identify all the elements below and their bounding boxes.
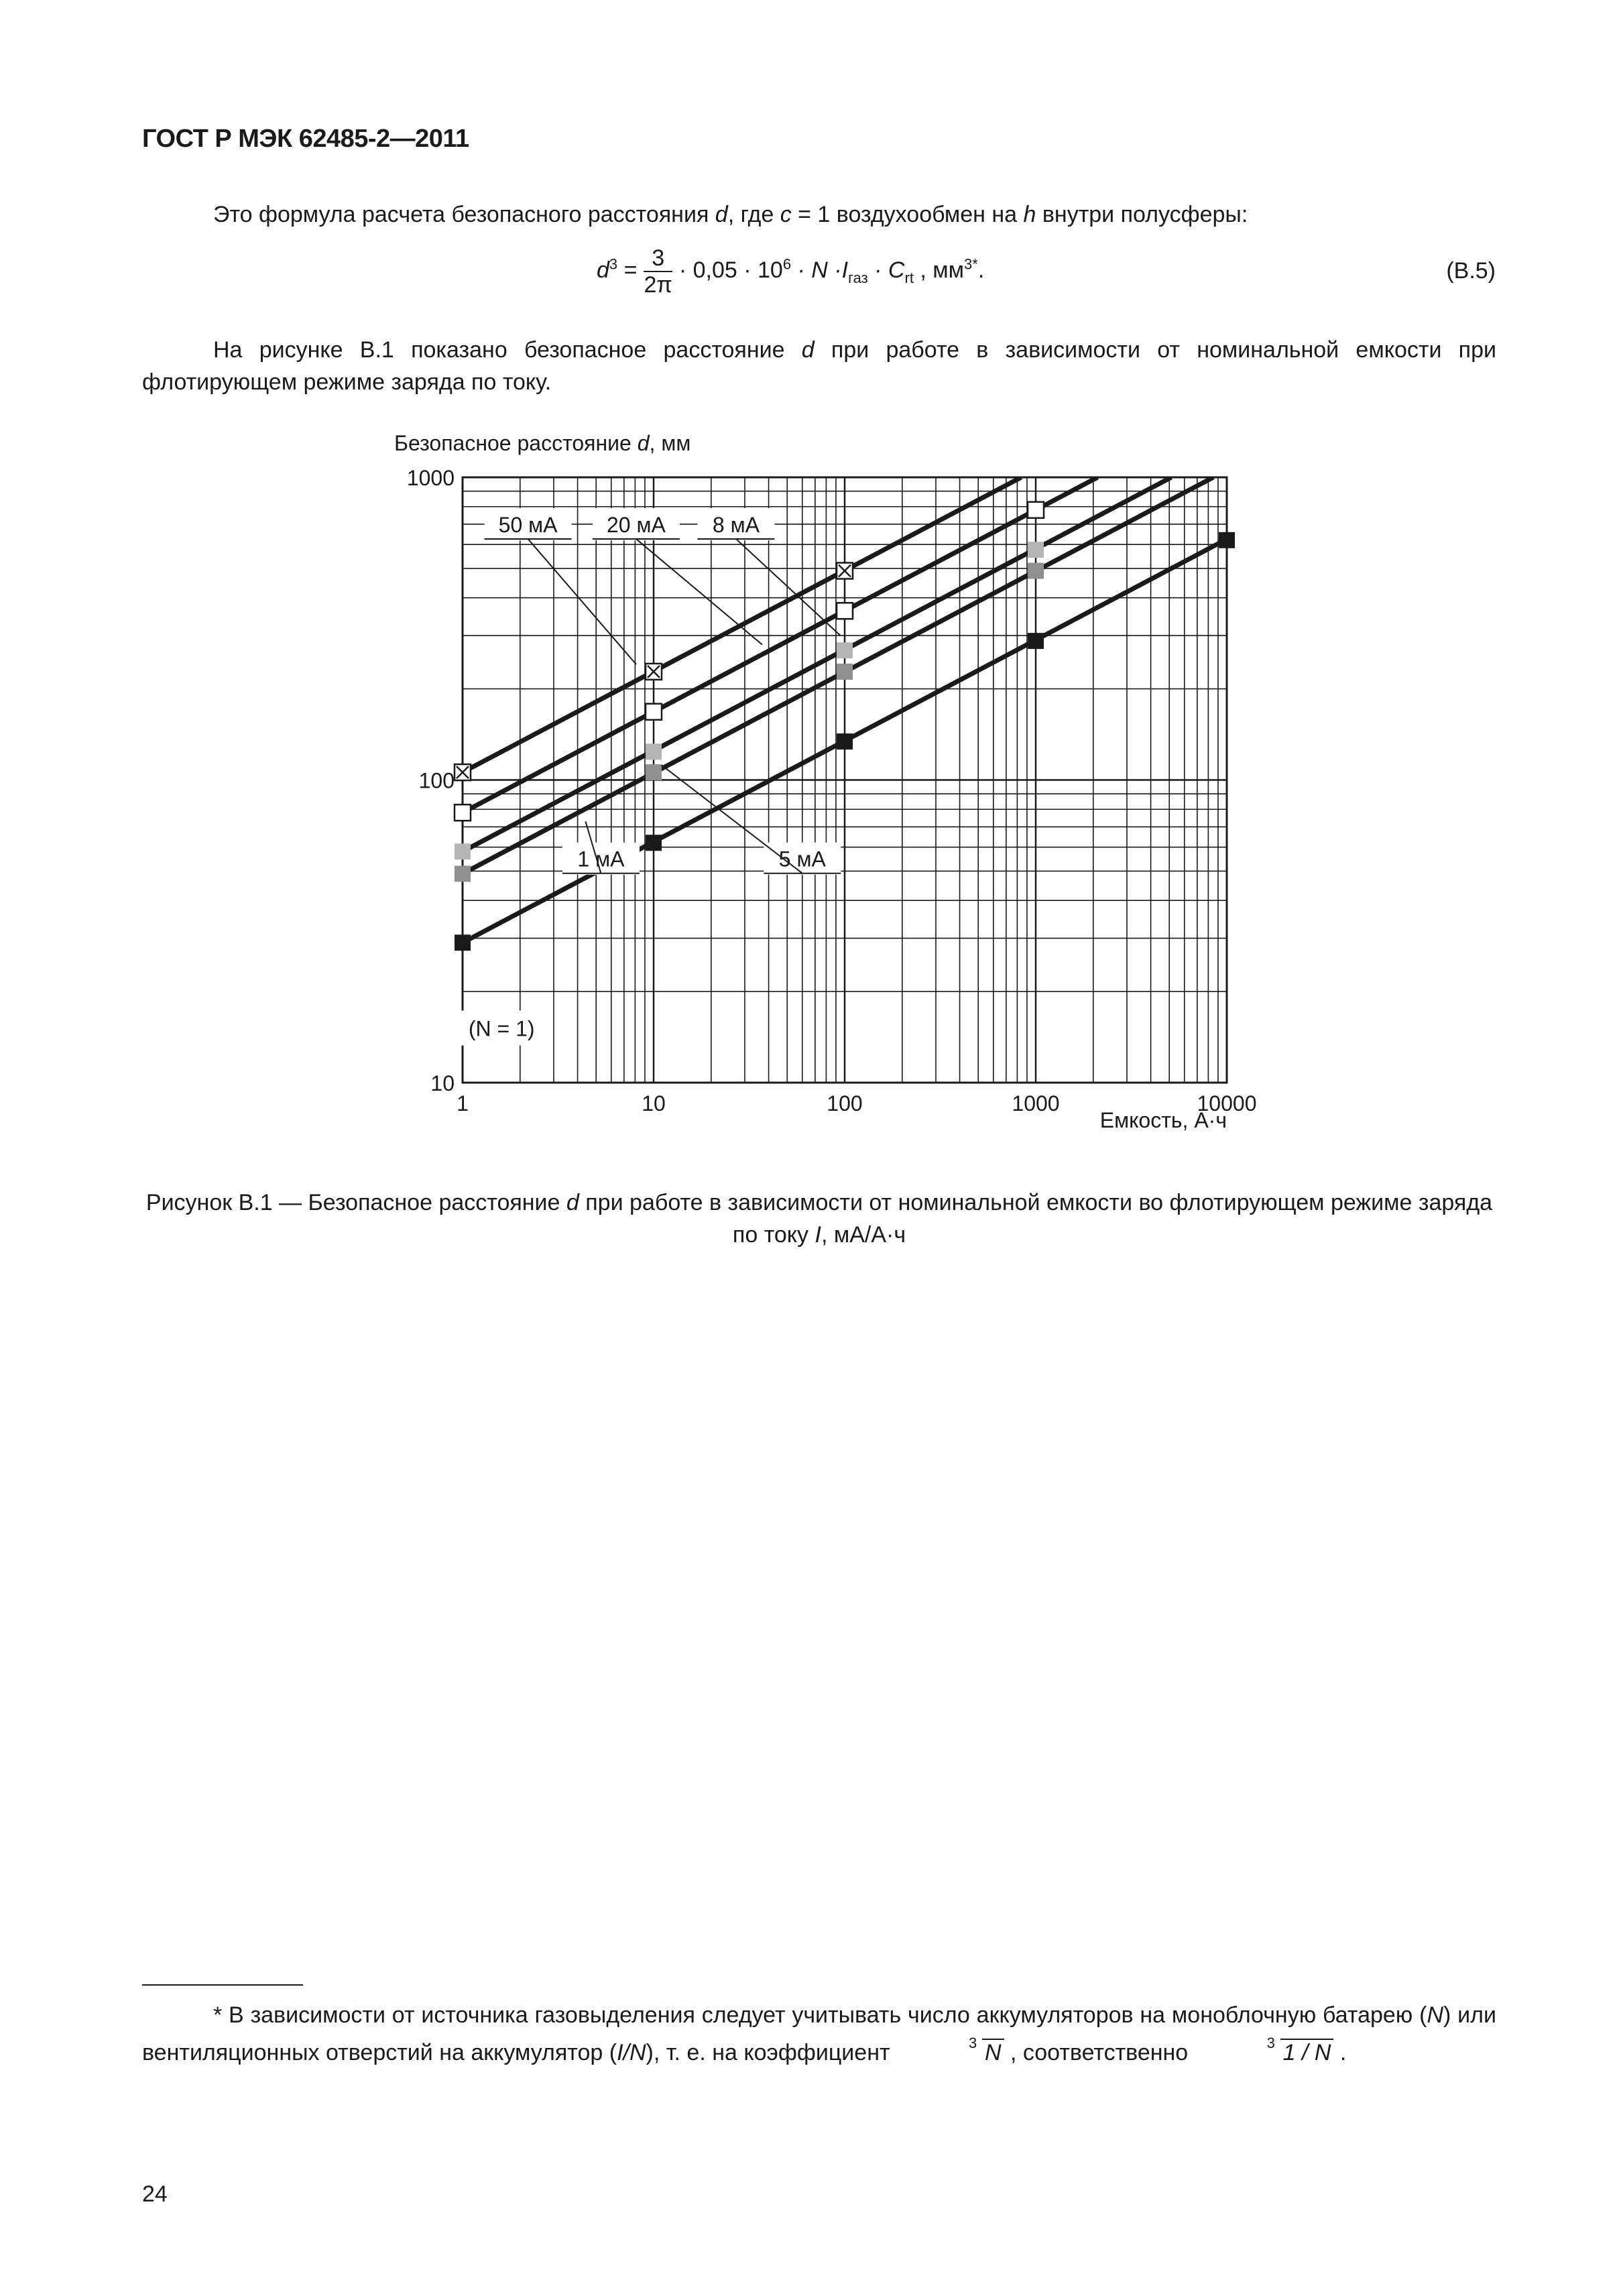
root-index: 3 <box>1266 2035 1275 2051</box>
formula-i: I <box>841 257 849 283</box>
data-point <box>646 704 662 720</box>
var-h: h <box>1023 202 1036 227</box>
var-d: d <box>566 1190 579 1215</box>
footnote-divider <box>142 1984 303 1986</box>
cube-root-inverse-n <box>1195 2034 1334 2071</box>
series-label-leader <box>528 539 636 664</box>
document-header: ГОСТ Р МЭК 62485-2—2011 <box>142 125 469 153</box>
chart-note: (N = 1) <box>468 1016 535 1041</box>
radicand: 1 / N <box>1280 2039 1334 2065</box>
data-point <box>837 733 853 749</box>
formula-lhs: d <box>597 257 609 283</box>
series-label: 1 мА <box>577 847 625 871</box>
text: На рисунке В.1 показано безопасное расстояние <box>213 337 802 363</box>
text: . <box>1333 2040 1347 2065</box>
x-tick-label: 100 <box>827 1091 863 1115</box>
text: , мА/А·ч <box>821 1222 906 1248</box>
fraction-denominator: 2π <box>644 272 672 298</box>
data-point <box>1028 502 1044 518</box>
data-point <box>837 664 853 680</box>
series-label: 5 мА <box>778 847 826 871</box>
data-point <box>837 642 853 658</box>
data-point <box>1028 633 1044 649</box>
var-n: N <box>1427 2002 1444 2028</box>
text: Рисунок В.1 — Безопасное расстояние <box>145 1190 566 1215</box>
y-tick-label: 100 <box>418 768 455 793</box>
paragraph-figure-ref <box>142 334 1496 398</box>
formula-sub-rt: rt <box>904 269 914 286</box>
data-point <box>455 804 471 821</box>
x-tick-label: 1000 <box>1012 1091 1060 1115</box>
var-d: d <box>715 202 728 227</box>
formula-unit: , мм <box>913 257 965 283</box>
page-number: 24 <box>142 2181 168 2207</box>
paragraph-formula-intro <box>213 198 1248 231</box>
data-point <box>646 835 662 851</box>
series-label: 8 мА <box>712 512 760 537</box>
data-point <box>1028 562 1044 579</box>
data-point <box>646 743 662 760</box>
var-i-over-n: I/N <box>617 2040 646 2065</box>
data-point <box>455 865 471 882</box>
formula-lhs-exp: 3 <box>609 255 618 273</box>
cube-root-n <box>896 2034 1004 2071</box>
series-label: 50 мА <box>498 512 558 537</box>
text: при работе в зависимости от номинальной емкости при флотирующем режиме заряда по току. <box>142 337 1496 395</box>
text: , где <box>727 202 780 227</box>
x-tick-label: 10000 <box>1197 1091 1257 1115</box>
formula-end: . <box>977 257 985 283</box>
root-index: 3 <box>968 2035 977 2051</box>
data-point <box>837 603 853 619</box>
formula-b5 <box>597 245 1200 306</box>
y-axis-label: Безопасное расстояние d, мм <box>394 431 691 455</box>
x-axis-label: Емкость, А·ч <box>1099 1108 1227 1132</box>
var-c: c <box>780 202 792 227</box>
text: * В зависимости от источника газовыделения следует учитывать число аккумуляторов на моноблочную батарею ( <box>213 2002 1427 2028</box>
data-point <box>1219 532 1235 548</box>
text: , соответственно <box>1004 2040 1195 2065</box>
formula-eq: = <box>623 257 638 283</box>
formula-unit-exp: 3* <box>964 255 978 273</box>
formula-n: · N · <box>791 257 842 283</box>
figure-chart <box>375 422 1314 1160</box>
fraction-numerator: 3 <box>644 245 672 272</box>
formula-sub-gas: газ <box>848 269 868 286</box>
formula-fraction <box>644 245 672 298</box>
x-tick-label: 1 <box>457 1091 469 1115</box>
text: ) или вентиляционных отверстий на аккумулятор ( <box>142 2002 1496 2065</box>
data-point <box>455 934 471 951</box>
x-tick-label: 10 <box>642 1091 666 1115</box>
data-point <box>646 764 662 780</box>
formula-number: (В.5) <box>1446 258 1496 284</box>
series-label-leader <box>636 539 762 645</box>
var-i: I <box>815 1222 821 1248</box>
formula-body: · 0,05 · 10 <box>678 257 783 283</box>
text: Это формула расчета безопасного расстояния <box>213 202 715 227</box>
text: ), т. е. на коэффициент <box>646 2040 896 2065</box>
y-tick-label: 10 <box>430 1071 455 1095</box>
data-point <box>455 843 471 859</box>
y-tick-label: 1000 <box>406 466 455 490</box>
formula-exp: 6 <box>782 255 792 273</box>
formula-c: · C <box>867 257 905 283</box>
figure-caption <box>142 1187 1496 1251</box>
var-d: d <box>801 337 815 363</box>
text: внутри полусферы: <box>1036 202 1248 227</box>
data-point <box>1028 542 1044 558</box>
footnote <box>142 1996 1496 2071</box>
radicand: N <box>982 2039 1004 2065</box>
text: = 1 воздухообмен на <box>791 202 1024 227</box>
text: при работе в зависимости от номинальной емкости во флотирующем режиме заряда по току <box>579 1190 1493 1248</box>
series-label: 20 мА <box>607 512 666 537</box>
